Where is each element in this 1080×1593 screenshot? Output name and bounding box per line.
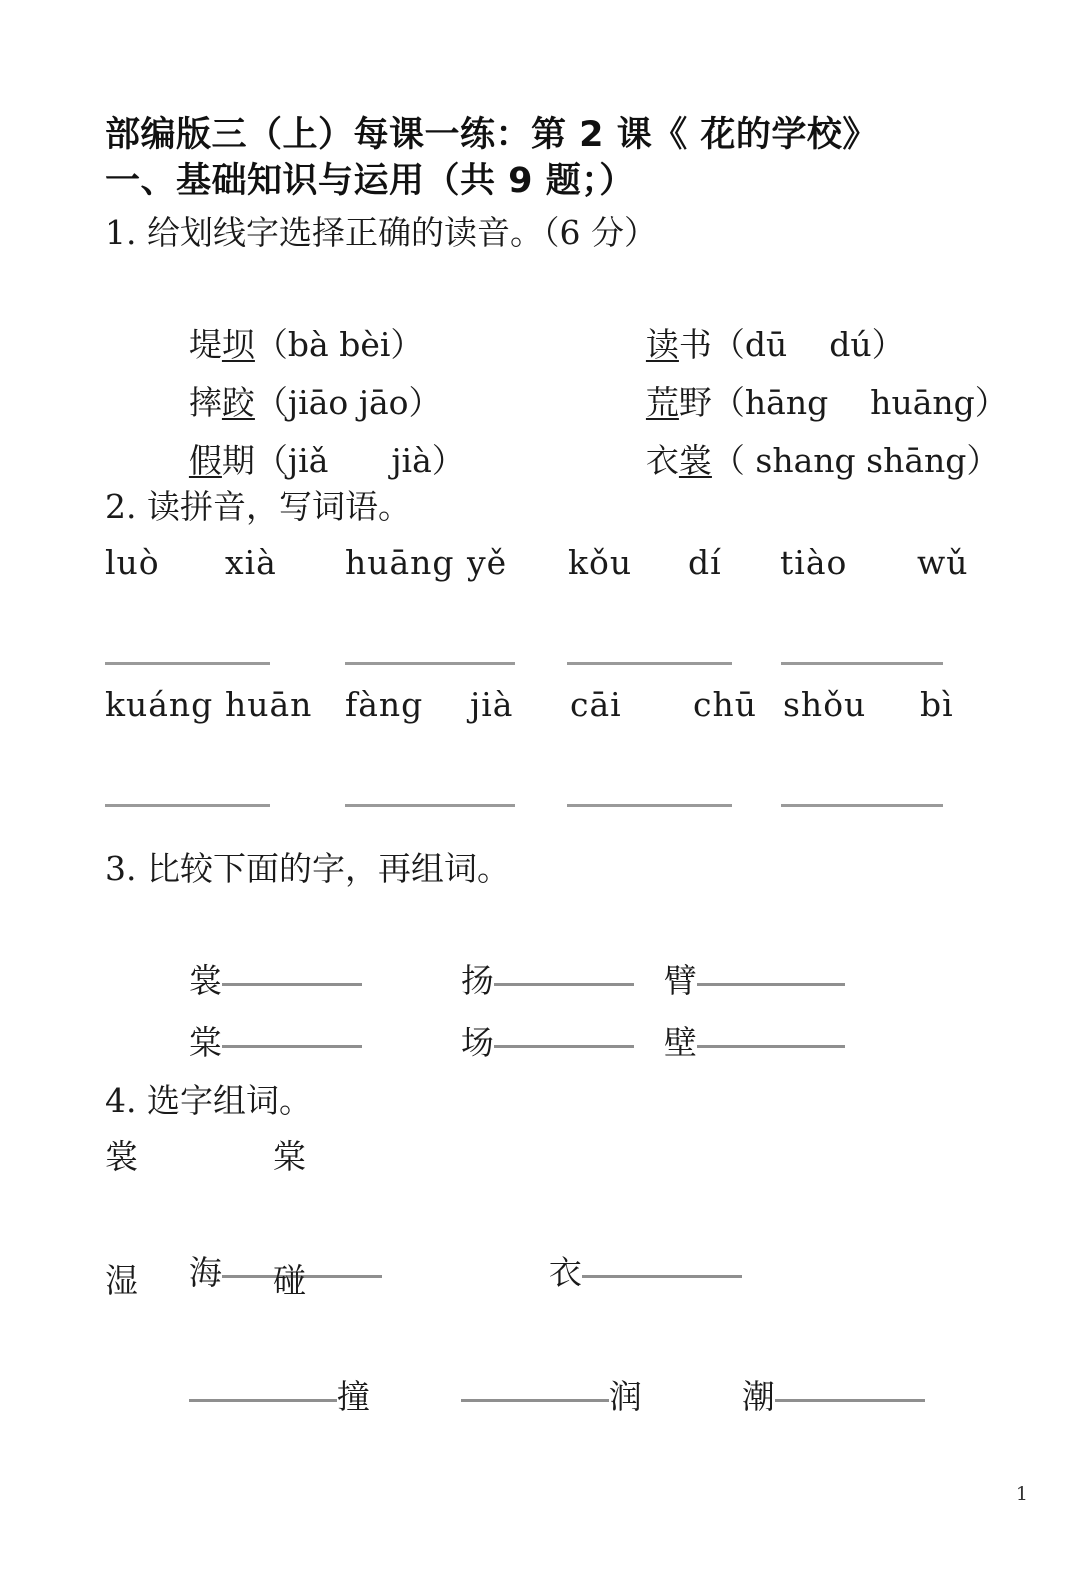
q1-char-underlined: 读	[645, 325, 679, 364]
q1-item-right	[562, 377, 999, 545]
pinyin-syllable: tiào	[780, 543, 848, 582]
section-heading: 一、基础知识与运用（共 9 题；）	[105, 161, 635, 201]
pinyin-syllable: wǔ	[917, 543, 969, 582]
q4-choice-char: 碰	[273, 1261, 306, 1300]
pinyin-syllable: xià	[225, 543, 277, 582]
q3-row	[105, 897, 975, 1000]
q1-char: 野	[678, 383, 712, 422]
q4-prompt-row-1	[105, 1189, 975, 1292]
pinyin-syllable: bì	[920, 685, 954, 724]
answer-blank[interactable]	[781, 662, 943, 665]
q1-row	[105, 319, 1008, 422]
q1-char: 摔	[188, 383, 222, 422]
question-1-heading: 1. 给划线字选择正确的读音。（6 分）	[105, 213, 657, 252]
spacer	[105, 819, 975, 841]
q3-row	[105, 959, 975, 1062]
page-number: 1	[1015, 1483, 1028, 1505]
q4-choice-char: 湿	[105, 1261, 138, 1300]
q1-pinyin-options: （hāng huāng）	[711, 383, 1008, 422]
answer-blank[interactable]	[567, 662, 732, 665]
question-4-heading: 4. 选字组词。	[105, 1081, 312, 1120]
q4-prompt	[658, 1313, 925, 1481]
q1-row	[105, 377, 1000, 480]
q2-pinyin-row-1	[105, 535, 975, 591]
answer-blank[interactable]	[345, 662, 515, 665]
q1-pinyin-options: （bà bèi）	[254, 325, 424, 364]
q2-answer-blanks-row-1	[105, 591, 975, 677]
q4-prompt	[105, 1313, 370, 1481]
question-3-heading: 3. 比较下面的字，再组词。	[105, 849, 510, 888]
answer-blank[interactable]	[567, 804, 732, 807]
q3-char: 棠	[188, 1023, 222, 1062]
q1-char: 书	[678, 325, 712, 364]
pinyin-syllable: huāng	[345, 543, 455, 582]
answer-blank[interactable]	[461, 1399, 609, 1402]
pinyin-syllable: luò	[105, 543, 160, 582]
q3-item	[105, 959, 362, 1127]
q1-char-underlined: 假	[188, 441, 222, 480]
page-title: 部编版三（上）每课一练：第 2 课《 花的学校》	[105, 115, 878, 155]
pinyin-syllable: huān	[225, 685, 313, 724]
q4-choice-row-1	[105, 1129, 975, 1189]
pinyin-syllable: chū	[693, 685, 757, 724]
page-content	[105, 112, 1008, 1416]
q1-pinyin-options: （jiǎ jià）	[254, 441, 465, 480]
q1-char: 衣	[645, 441, 679, 480]
q4-prompt-row-2	[105, 1313, 975, 1416]
pinyin-syllable: fàng	[345, 685, 424, 724]
q1-row	[105, 261, 975, 364]
q1-pinyin-options: （ shang shāng）	[711, 441, 1000, 480]
q1-pinyin-options: （dū dú）	[711, 325, 905, 364]
q1-item-left	[105, 377, 465, 545]
pinyin-syllable: yě	[467, 543, 508, 582]
q1-char: 堤	[188, 325, 222, 364]
q1-char-underlined: 荒	[645, 383, 679, 422]
answer-blank[interactable]	[345, 804, 515, 807]
q4-prompt-char: 潮	[741, 1377, 775, 1416]
question-2-heading: 2. 读拼音，写词语。	[105, 487, 411, 526]
pinyin-syllable: kuáng	[105, 685, 214, 724]
q4-choice-char: 棠	[273, 1137, 306, 1176]
q3-item	[580, 959, 845, 1127]
answer-blank[interactable]	[105, 804, 270, 807]
q3-char: 裳	[188, 961, 222, 1000]
q4-prompt	[377, 1313, 642, 1481]
q1-char-underlined: 跤	[221, 383, 255, 422]
q2-answer-blanks-row-2	[105, 733, 975, 819]
q3-char: 场	[460, 1023, 494, 1062]
q4-prompt-char: 海	[188, 1253, 222, 1292]
answer-blank[interactable]	[781, 804, 943, 807]
q4-prompt-char: 衣	[548, 1253, 582, 1292]
answer-blank[interactable]	[697, 1045, 845, 1048]
pinyin-syllable: jià	[470, 685, 514, 724]
q1-char: 期	[221, 441, 255, 480]
pinyin-syllable: kǒu	[568, 543, 633, 582]
q1-char-underlined: 坝	[221, 325, 255, 364]
answer-blank[interactable]	[105, 662, 270, 665]
pinyin-syllable: dí	[688, 543, 722, 582]
q3-char: 壁	[663, 1023, 697, 1062]
answer-blank[interactable]	[775, 1399, 925, 1402]
q3-char: 扬	[460, 961, 494, 1000]
pinyin-syllable: cāi	[570, 685, 622, 724]
q4-choice-row-2	[105, 1253, 975, 1313]
pinyin-syllable: shǒu	[783, 685, 867, 724]
answer-blank[interactable]	[222, 1045, 362, 1048]
q1-pinyin-options: （jiāo jāo）	[254, 383, 442, 422]
q2-pinyin-row-2	[105, 677, 975, 733]
q3-char: 臂	[663, 961, 697, 1000]
q4-prompt-char: 润	[608, 1377, 642, 1416]
q4-prompt-char: 撞	[336, 1377, 370, 1416]
answer-blank[interactable]	[189, 1399, 337, 1402]
q1-char-underlined: 裳	[678, 441, 712, 480]
q4-choice-char: 裳	[105, 1137, 138, 1176]
